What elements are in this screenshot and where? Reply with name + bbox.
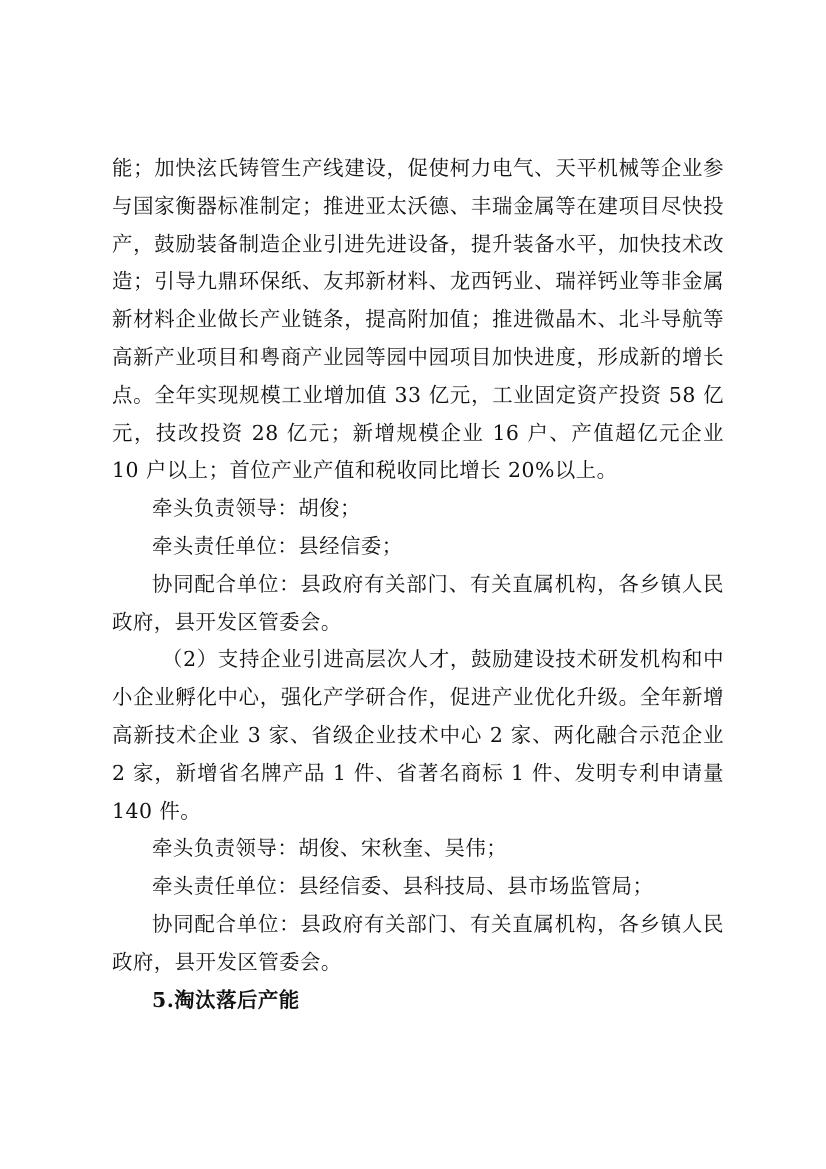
section-heading: 5.淘汰落后产能	[152, 987, 300, 1012]
lead-leader-line: 牵头负责领导：胡俊、宋秋奎、吴伟；	[152, 836, 508, 861]
lead-leader-line: 牵头负责领导：胡俊；	[152, 496, 361, 521]
body-paragraph: （2）支持企业引进高层次人才，鼓励建设技术研发机构和中小企业孵化中心，强化产学研合作，促进产业优化升级。全年新增高新技术企业 3 家、省级企业技术中心 2 家、两化融合示范企业 2 家，新增省名牌产品 1 件、省著名商标 1 件、发明专利申请量 140 件。	[112, 647, 724, 823]
body-paragraph: 能；加快泫氏铸管生产线建设，促使柯力电气、天平机械等企业参与国家衡器标准制定；推进亚太沃德、丰瑞金属等在建项目尽快投产，鼓励装备制造企业引进先进设备，提升装备水平，加快技术改造；引导九鼎环保纸、友邦新材料、龙西钙业、瑞祥钙业等非金属新材料企业做长产业链条，提高附加值；推进微晶木、北斗导航等高新产业项目和粤商产业园等园中园项目加快进度，形成新的增长点。全年实现规模工业增加值 33 亿元，工业固定资产投资 58 亿元，技改投资 28 亿元；新增规模企业 16 户、产值超亿元企业 10 户以上；首位产业产值和税收同比增长 20%以上。	[112, 156, 724, 483]
document-body	[112, 150, 724, 1019]
lead-unit-line: 牵头责任单位：县经信委、县科技局、县市场监管局；	[152, 874, 654, 899]
cooperating-units-line: 协同配合单位：县政府有关部门、有关直属机构，各乡镇人民政府，县开发区管委会。	[112, 571, 724, 634]
cooperating-units-line: 协同配合单位：县政府有关部门、有关直属机构，各乡镇人民政府，县开发区管委会。	[112, 911, 724, 974]
lead-unit-line: 牵头责任单位：县经信委；	[152, 533, 403, 558]
